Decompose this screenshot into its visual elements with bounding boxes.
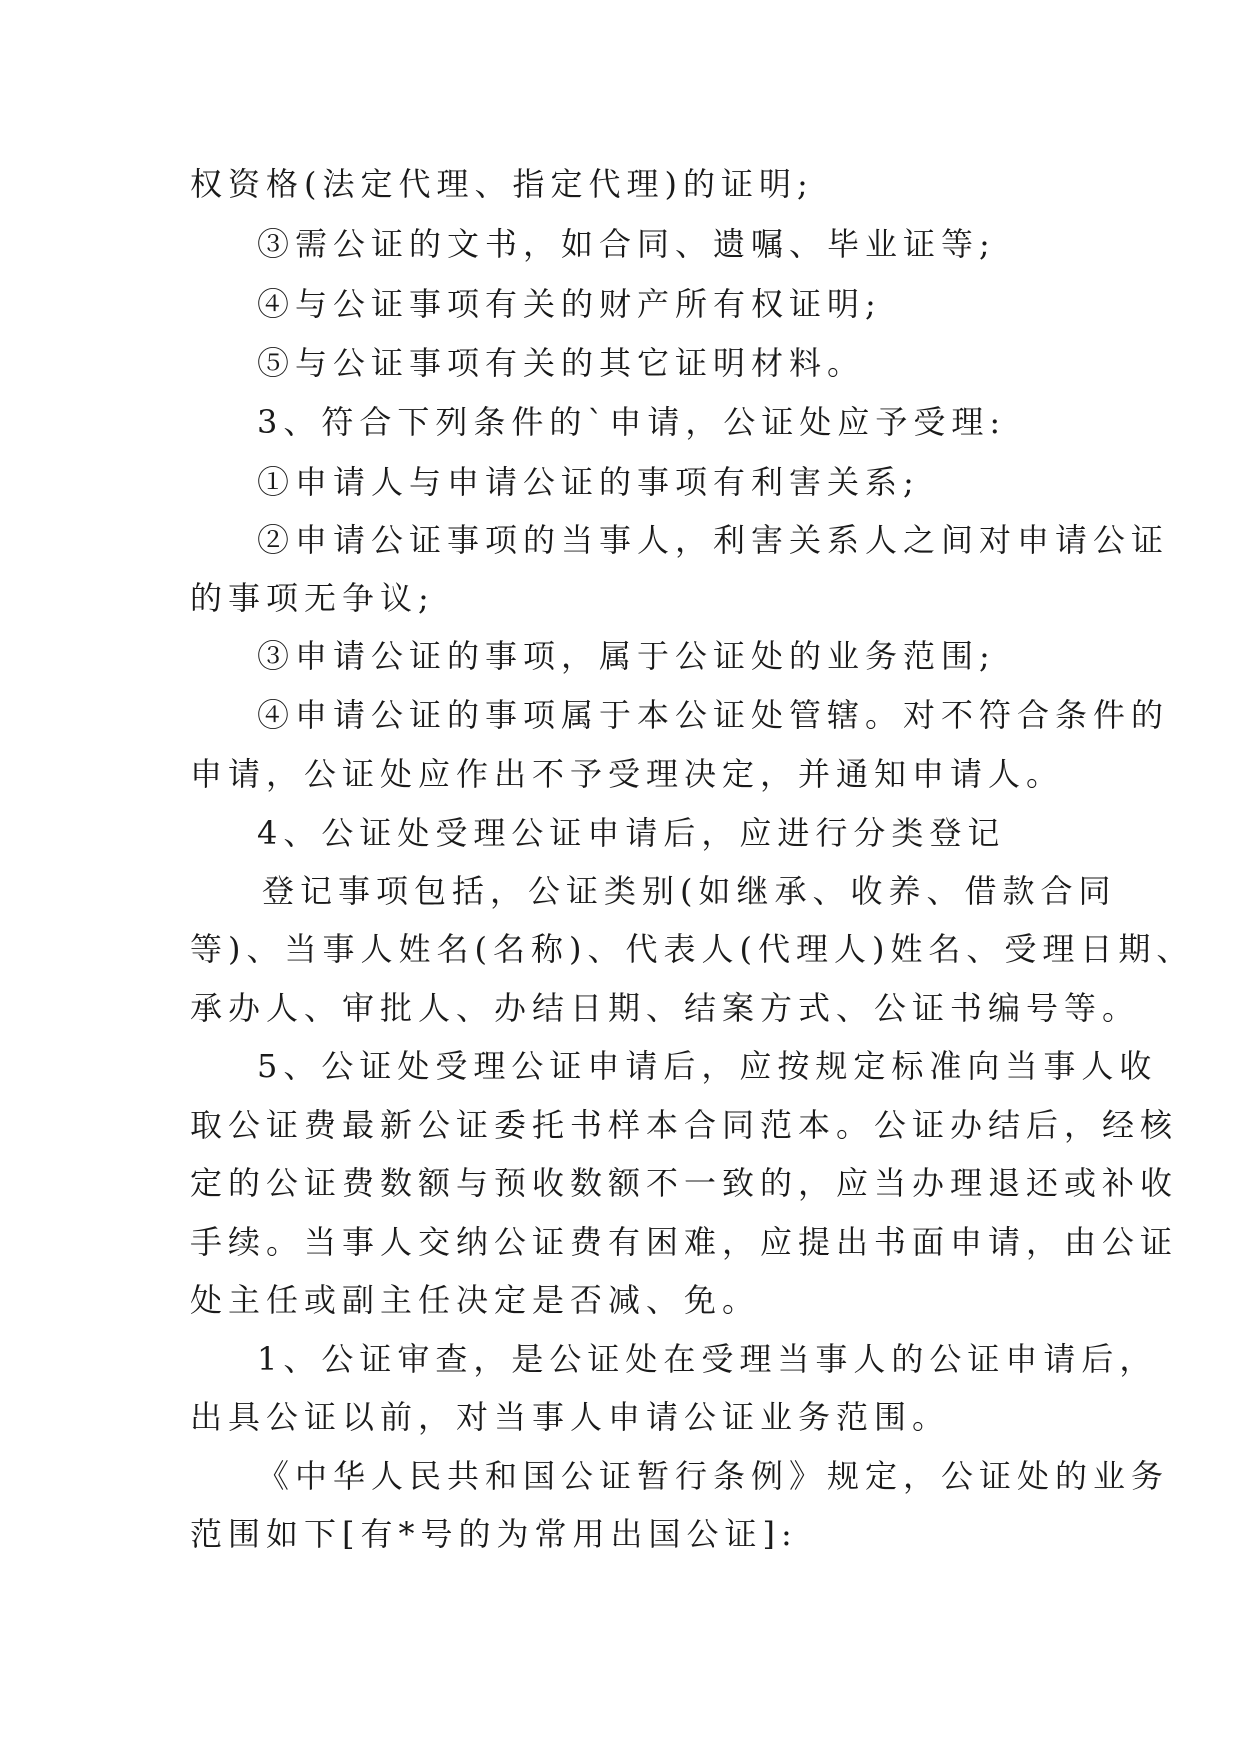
text-line: 范围如下[有*号的为常用出国公证]: <box>190 1515 798 1553</box>
text-line: ①申请人与申请公证的事项有利害关系; <box>257 463 920 501</box>
text-line: ④申请公证的事项属于本公证处管辖。对不符合条件的 <box>257 696 1170 734</box>
text-line: ②申请公证事项的当事人，利害关系人之间对申请公证 <box>257 521 1170 559</box>
text-line: 权资格(法定代理、指定代理)的证明; <box>190 165 814 203</box>
text-line: 出具公证以前，对当事人申请公证业务范围。 <box>190 1398 951 1436</box>
text-line: 《中华人民共和国公证暂行条例》规定，公证处的业务 <box>257 1457 1170 1495</box>
text-line: 等)、当事人姓名(名称)、代表人(代理人)姓名、受理日期、 <box>190 930 1195 968</box>
text-line: 取公证费最新公证委托书样本合同范本。公证办结后，经核 <box>190 1106 1179 1144</box>
text-line: 的事项无争议; <box>190 579 435 617</box>
text-line: ④与公证事项有关的财产所有权证明; <box>257 285 882 323</box>
text-line: 4、公证处受理公证申请后，应进行分类登记 <box>257 814 1006 852</box>
text-line: 1、公证审查，是公证处在受理当事人的公证申请后， <box>257 1340 1158 1378</box>
text-line: ⑤与公证事项有关的其它证明材料。 <box>257 344 866 382</box>
text-line: 处主任或副主任决定是否减、免。 <box>190 1281 761 1319</box>
text-line: 定的公证费数额与预收数额不一致的，应当办理退还或补收 <box>190 1164 1179 1202</box>
text-line: 承办人、审批人、办结日期、结案方式、公证书编号等。 <box>190 989 1141 1027</box>
text-line: 申请，公证处应作出不予受理决定，并通知申请人。 <box>190 755 1065 793</box>
text-line: 手续。当事人交纳公证费有困难，应提出书面申请，由公证 <box>190 1223 1179 1261</box>
text-line: ③需公证的文书，如合同、遗嘱、毕业证等; <box>257 225 996 263</box>
text-line: 3、符合下列条件的`申请，公证处应予受理: <box>257 403 1007 441</box>
text-line: 5、公证处受理公证申请后，应按规定标准向当事人收 <box>257 1047 1158 1085</box>
text-line: ③申请公证的事项，属于公证处的业务范围; <box>257 637 996 675</box>
text-line: 登记事项包括，公证类别(如继承、收养、借款合同 <box>262 872 1117 910</box>
